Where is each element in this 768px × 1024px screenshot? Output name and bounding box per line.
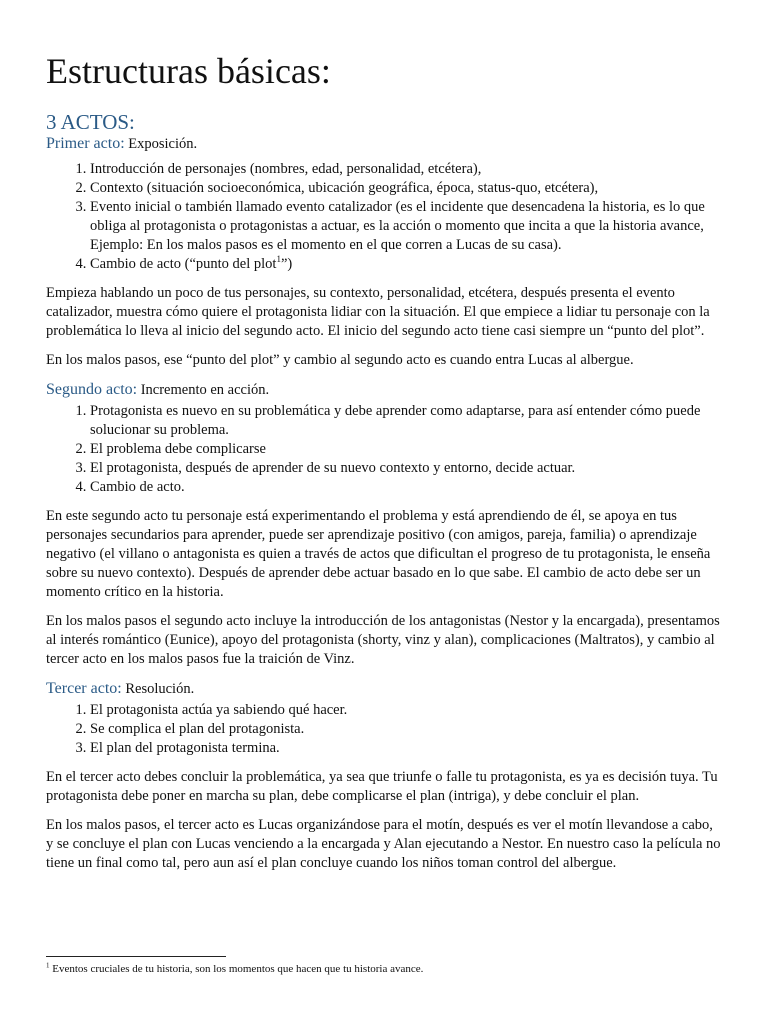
footnote-reference: 1 [276,254,281,265]
act-label: Segundo acto: [46,381,138,398]
list-item-text: Cambio de acto (“punto del plot [90,256,277,272]
list-item: 4. Cambio de acto. [90,478,722,497]
list-item [90,255,722,274]
act-list-tercer [46,701,722,758]
footnote-text: Eventos cruciales de tu historia, son los momentos que hacen que tu historia avance. [52,963,424,975]
list-item: 2. El problema debe complicarse [90,440,722,459]
paragraph: Empieza hablando un poco de tus personajes, su contexto, personalidad, etcétera, después presenta el evento catalizador, muestra cómo quiere el protagonista lidiar con la situación. El que empiece a lidiar tu personaje con la problemática lo lleva al inicio del segundo acto. El inicio del segundo acto tiene casi siempre un “punto del plot”. [46,285,710,339]
act-heading-tercer [46,679,722,699]
footnote-mark: 1 [46,961,50,970]
act-description: Resolución. [125,681,195,697]
list-item: 1. Introducción de personajes (nombres, edad, personalidad, etcétera), [90,160,722,179]
page-title: Estructuras básicas: [46,51,331,91]
paragraph: En los malos pasos, ese “punto del plot” y cambio al segundo acto es cuando entra Lucas al albergue. [46,352,634,368]
paragraph: En los malos pasos el segundo acto incluye la introducción de los antagonistas (Nestor y la encargada), presentamos al interés romántico (Eunice), apoyo del protagonista (shorty, vinz y alan), complicaciones (Maltratos), y cambio al tercer acto en los malos pasos fue la traición de Vinz. [46,613,720,667]
list-item: 3. Evento inicial o también llamado evento catalizador (es el incidente que desencadena la historia, es lo que obliga al protagonista o protagonistas a actuar, es la acción o momento que incita a que la historia avance, Ejemplo: En los malos pasos es el momento en el que corren a Lucas de su casa). [90,198,722,255]
act-label: Tercer acto: [46,680,122,697]
paragraph: En el tercer acto debes concluir la problemática, ya sea que triunfe o falle tu protagonista, es ya es decisión tuya. Tu protagonista debe poner en marcha su plan, debe complicarse el plan (intriga), y debe concluir el plan. [46,769,718,804]
section-heading: 3 ACTOS: [46,110,135,134]
act-label: Primer acto: [46,135,125,152]
paragraph: En los malos pasos, el tercer acto es Lucas organizándose para el motín, después es ver el motín llevandose a cabo, y se concluye el plan con Lucas venciendo a la encargada y Alan ejecutando a Nestor. En nuestro caso la película no tiene un final como tal, pero aun así el plan concluye cuando los niños toman control del albergue. [46,817,721,871]
list-item: 3. El plan del protagonista termina. [90,739,722,758]
list-item: 3. El protagonista, después de aprender de su nuevo contexto y entorno, decide actuar. [90,459,722,478]
act-heading-primer [46,134,722,154]
footnote-divider [46,956,226,957]
act-description: Incremento en acción. [140,382,270,398]
list-item: 2. Se complica el plan del protagonista. [90,720,722,739]
list-item: 1. Protagonista es nuevo en su problemática y debe aprender como adaptarse, para así entender cómo puede solucionar su problema. [90,402,722,440]
list-item: 2. Contexto (situación socioeconómica, ubicación geográfica, época, status-quo, etcétera), [90,179,722,198]
act-description: Exposición. [128,136,198,152]
paragraph: En este segundo acto tu personaje está experimentando el problema y está aprendiendo de él, se apoya en tus personajes secundarios para aprender, puede ser aprendizaje positivo (con amigos, pareja, familia) o aprendizaje negativo (el villano o antagonista es quien a través de actos que dificultan el progreso de tu protagonista, le enseña sobre su nuevo contexto). Después de aprender debe actuar basado en lo que sabe. El cambio de acto debe ser un momento crítico en la historia. [46,508,711,600]
act-heading-segundo [46,380,722,400]
list-item: 1. El protagonista actúa ya sabiendo qué hacer. [90,701,722,720]
list-item-text: ”) [280,256,293,272]
footnote [46,962,722,976]
act-list-primer [46,160,722,274]
act-list-segundo [46,402,722,497]
